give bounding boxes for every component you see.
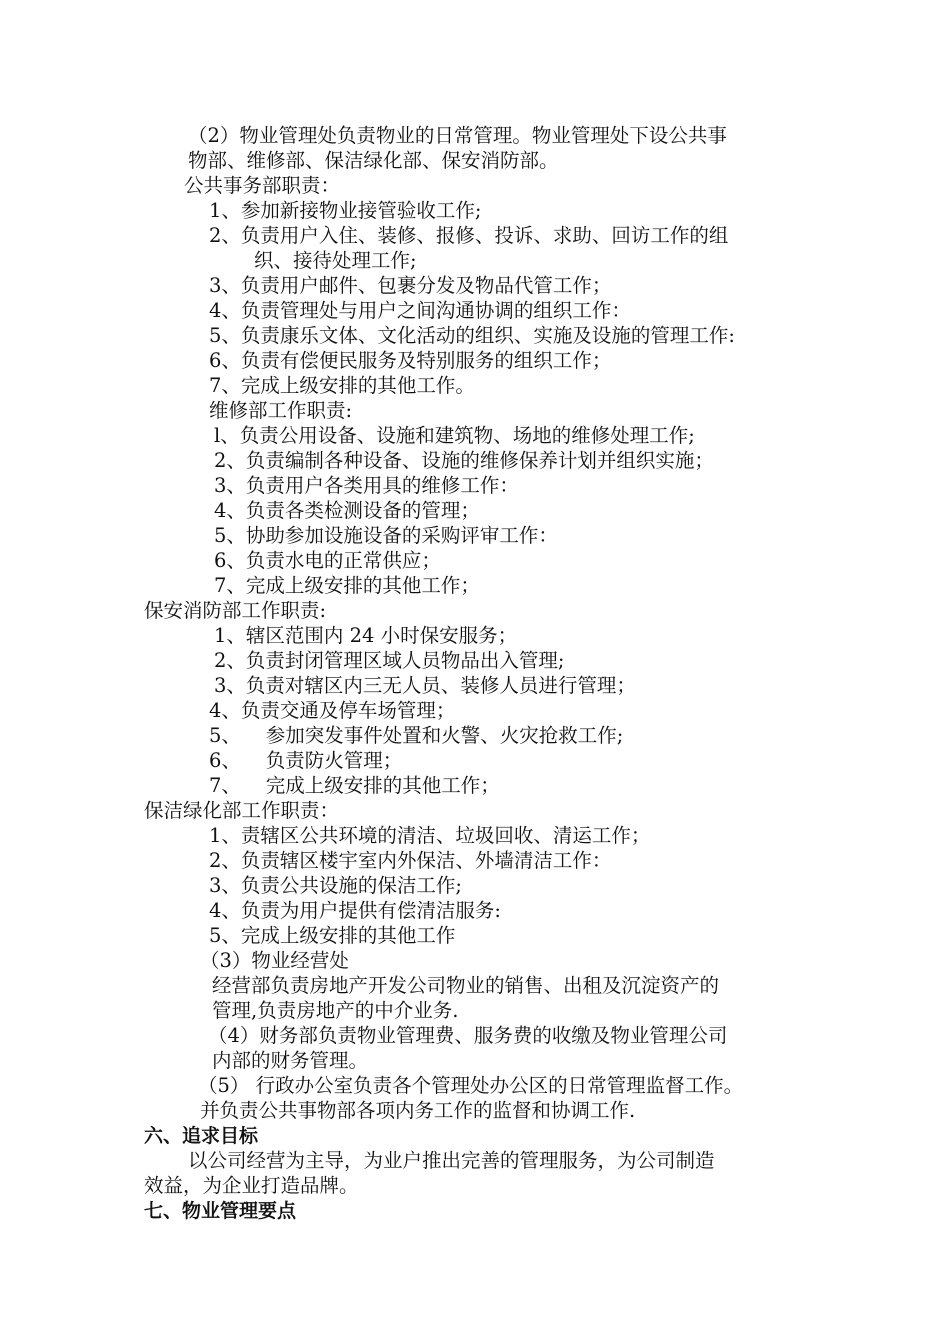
list-item: 6、 负责防火管理； — [209, 749, 403, 772]
list-item: 7、完成上级安排的其他工作； — [214, 574, 480, 597]
section-heading-maintenance: 维修部工作职责: — [209, 399, 353, 422]
paragraph-line: 效益，为企业打造品牌。 — [144, 1174, 359, 1197]
list-item: 7、 完成上级安排的其他工作； — [209, 774, 500, 797]
paragraph-line: 物部、维修部、保洁绿化部、保安消防部。 — [188, 149, 559, 172]
list-item: 2、负责封闭管理区域人员物品出入管理; — [214, 649, 565, 672]
list-item: 6、负责有偿便民服务及特别服务的组织工作； — [209, 349, 612, 372]
paragraph-line: 并负责公共事物部各项内务工作的监督和协调工作. — [200, 1099, 636, 1122]
list-item: l、负责公用设备、设施和建筑物、场地的维修处理工作; — [214, 424, 695, 447]
list-item: 4、负责管理处与用户之间沟通协调的组织工作： — [209, 299, 631, 322]
list-item: 4、负责各类检测设备的管理； — [214, 499, 480, 522]
chapter-heading-key-points: 七、物业管理要点 — [144, 1200, 297, 1222]
list-item: 5、协助参加设施设备的采购评审工作： — [214, 524, 558, 547]
list-item: 1、参加新接物业接管验收工作; — [209, 199, 482, 222]
paragraph-line: 经营部负责房地产开发公司物业的销售、出租及沉淀资产的 — [212, 974, 720, 997]
list-item: 3、负责用户各类用具的维修工作： — [214, 474, 519, 497]
list-item: 5、 参加突发事件处置和火警、火灾抢救工作; — [209, 724, 624, 747]
list-item: 7、完成上级安排的其他工作。 — [209, 374, 475, 397]
list-item: 2、负责辖区楼宇室内外保洁、外墙清洁工作： — [209, 849, 612, 872]
paragraph-line: 以公司经营为主导，为业户推出完善的管理服务，为公司制造 — [188, 1149, 715, 1172]
list-item-continuation: 织、接待处理工作; — [254, 249, 417, 272]
section-heading-security: 保安消防部工作职责: — [144, 599, 327, 622]
chapter-heading-goals: 六、追求目标 — [144, 1125, 259, 1147]
section-heading-public-affairs: 公共事务部职责： — [184, 174, 341, 197]
list-item: 3、负责用户邮件、包裹分发及物品代管工作； — [209, 274, 612, 297]
list-item: 6、负责水电的正常供应； — [214, 549, 441, 572]
paragraph-line: （5） 行政办公室负责各个管理处办公区的日常管理监督工作。 — [198, 1074, 744, 1097]
section-heading-cleaning: 保洁绿化部工作职责： — [144, 799, 340, 822]
section-heading-operations: （3）物业经营处 — [200, 949, 349, 972]
list-item: 4、负责为用户提供有偿清洁服务: — [209, 899, 501, 922]
list-item: 5、完成上级安排的其他工作 — [209, 924, 456, 947]
list-item: 2、负责编制各种设备、设施的维修保养计划并组织实施； — [214, 449, 714, 472]
paragraph-line: （2）物业管理处负责物业的日常管理。物业管理处下设公共事 — [188, 124, 727, 147]
list-item: 4、负责交通及停车场管理； — [209, 699, 456, 722]
list-item: 3、负责公共设施的保洁工作; — [209, 874, 462, 897]
list-item: 1、责辖区公共环境的清洁、垃圾回收、清运工作； — [209, 824, 651, 847]
paragraph-line: 内部的财务管理。 — [212, 1049, 369, 1072]
list-item: 3、负责对辖区内三无人员、装修人员进行管理； — [214, 674, 636, 697]
paragraph-line: 管理,负责房地产的中介业务. — [212, 999, 459, 1022]
list-item: 5、负责康乐文体、文化活动的组织、实施及设施的管理工作: — [209, 324, 735, 347]
list-item: 1、辖区范围内 24 小时保安服务； — [214, 624, 518, 647]
list-item: 2、负责用户入住、装修、报修、投诉、求助、回访工作的组 — [209, 224, 729, 247]
paragraph-line: （4）财务部负责物业管理费、服务费的收缴及物业管理公司 — [208, 1024, 728, 1047]
